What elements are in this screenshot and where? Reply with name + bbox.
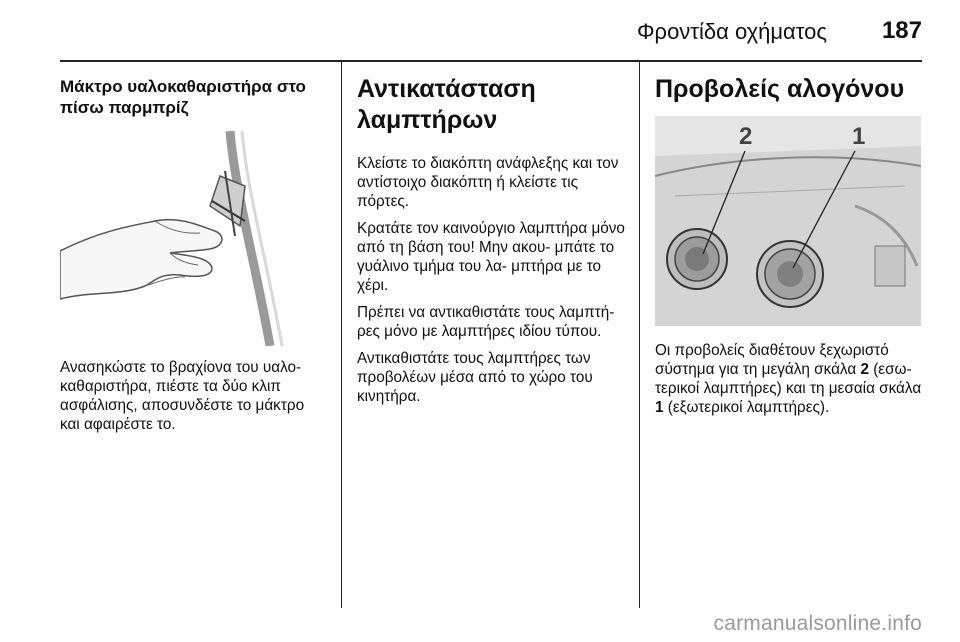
rear-wiper-instruction: Ανασηκώστε το βραχίονα του υαλο- καθαριστήρα, πιέστε τα δύο κλιπ ασφάλισης, αποσυνδέστε το μάκτρο και αφαιρέστε το. xyxy=(60,359,305,433)
page-number: 187 xyxy=(881,17,922,44)
column-rear-wiper xyxy=(60,62,328,434)
headlight-illustration xyxy=(655,116,921,326)
bulb-replacement-heading: Αντικατάσταση λαμπτήρων xyxy=(357,75,536,134)
rear-wiper-heading: Μάκτρο υαλοκαθαριστήρα στο πίσω παρμπρίζ xyxy=(60,77,306,117)
page-header xyxy=(60,0,922,62)
halogen-text-part-3: (εξωτερικοί λαμπτήρες). xyxy=(663,399,830,416)
bulb-paragraph-3: Πρέπει να αντικαθιστάτε τους λαμπτή- ρες μόνο με λαμπτήρες ιδίου τύπου. xyxy=(357,304,615,340)
bulb-paragraph-1: Κλείστε το διακόπτη ανάφλεξης και τον αντίστοιχο διακόπτη ή κλείστε τις πόρτες. xyxy=(357,155,619,210)
column-halogen-headlights xyxy=(655,62,923,417)
column-divider-1 xyxy=(341,62,342,608)
figure-label-1: 1 xyxy=(852,123,866,150)
ref-label-2: 2 xyxy=(860,361,869,378)
watermark-text: carmanualsonline.info xyxy=(713,612,922,635)
halogen-text-part-1: Οι προβολείς διαθέτουν ξεχωριστό σύστημα για τη μεγάλη σκάλα xyxy=(655,342,889,378)
column-divider-2 xyxy=(639,62,640,608)
wiper-blade-drawing xyxy=(60,131,328,346)
bulb-paragraph-4: Αντικαθιστάτε τους λαμπτήρες των προβολέων μέσα από το χώρο του κινητήρα. xyxy=(357,350,593,405)
wiper-blade-illustration xyxy=(60,131,328,346)
figure-label-2: 2 xyxy=(739,123,753,150)
bulb-paragraph-2: Κρατάτε τον καινούργιο λαμπτήρα μόνο από τη βάση του! Μην ακου- μπάτε το γυάλινο τμήμα του λα- μπτήρα με το χέρι. xyxy=(357,220,625,294)
halogen-heading: Προβολείς αλογόνου xyxy=(655,75,905,103)
ref-label-1: 1 xyxy=(655,399,664,416)
halogen-text-part-2: (εσω- τερικοί λαμπτήρες) και τη μεσαία σκάλα xyxy=(655,361,922,397)
halogen-description xyxy=(655,341,923,417)
headlight-drawing xyxy=(655,116,921,326)
page-header-title: Φροντίδα οχήματος xyxy=(637,19,827,44)
column-bulb-replacement xyxy=(357,62,625,406)
